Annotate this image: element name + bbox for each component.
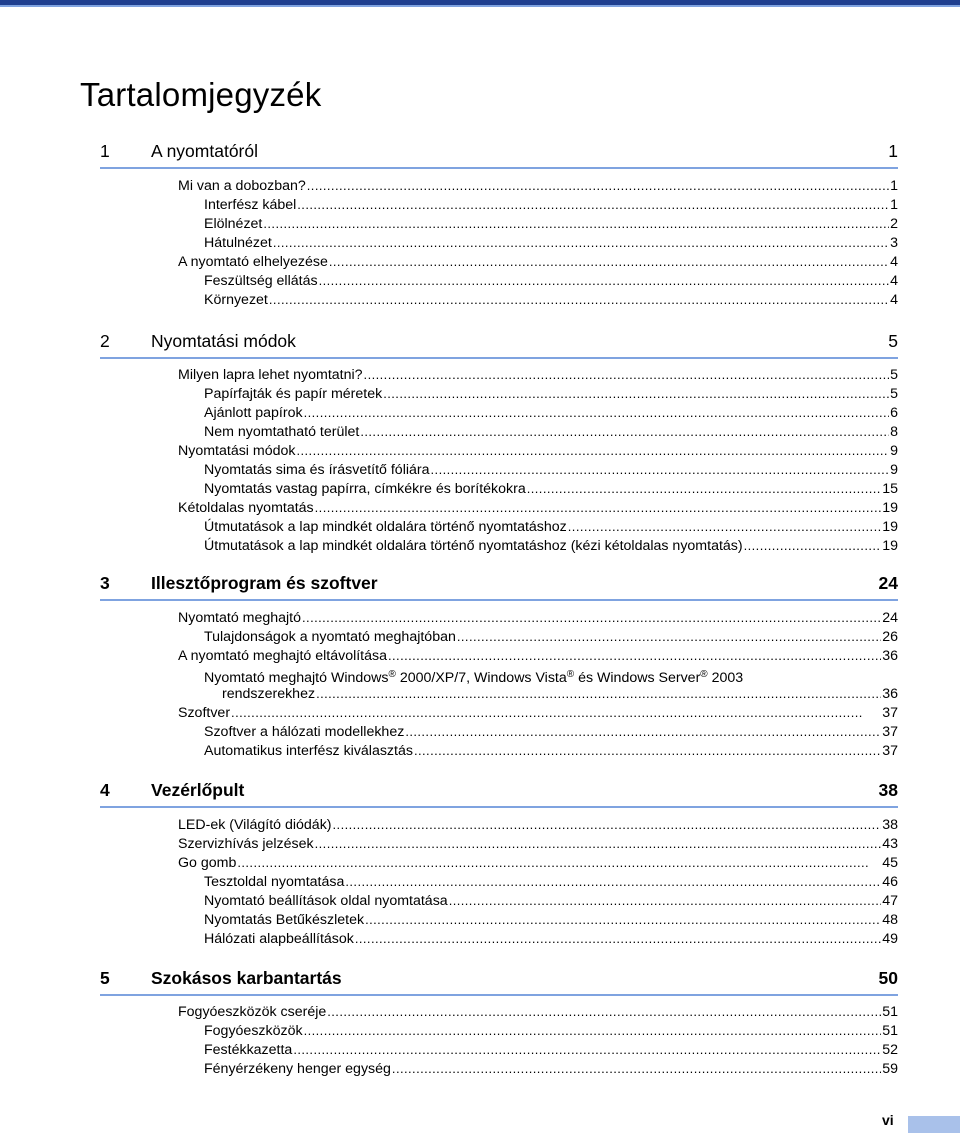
entry-page: 49	[882, 931, 898, 947]
dot-leader	[388, 646, 881, 666]
chapter-page: 1	[888, 141, 898, 161]
entry-page: 6	[890, 405, 898, 421]
toc-entry[interactable]	[204, 1040, 898, 1059]
dot-leader	[307, 176, 889, 196]
entry-page: 51	[882, 1004, 898, 1020]
chapter-title: A nyomtatóról	[151, 141, 258, 161]
entry-text: Hálózati alapbeállítások	[204, 931, 354, 947]
entry-page: 51	[882, 1023, 898, 1039]
entry-page: 59	[882, 1061, 898, 1077]
entry-text: Ajánlott papírok	[204, 405, 303, 421]
entry-page: 36	[882, 686, 898, 702]
entry-page: 26	[882, 629, 898, 645]
entry-text: Nyomtató meghajtó Windows	[204, 670, 389, 686]
entry-text: 2003	[707, 670, 744, 686]
chapter-number: 5	[100, 968, 110, 988]
page-title: Tartalomjegyzék	[80, 76, 322, 113]
dot-leader	[392, 1059, 881, 1079]
entry-page: 43	[882, 836, 898, 852]
entry-text: Nyomtatási módok	[178, 443, 296, 459]
dot-leader	[327, 1002, 881, 1022]
toc-entry[interactable]	[204, 460, 898, 479]
entry-page: 19	[882, 500, 898, 516]
entry-text: A nyomtató meghajtó eltávolítása	[178, 648, 387, 664]
entry-page: 9	[890, 443, 898, 459]
toc-entry[interactable]	[204, 422, 898, 441]
chapter-title: Illesztőprogram és szoftver	[151, 573, 378, 593]
dot-leader	[273, 233, 889, 253]
toc-entry[interactable]	[178, 1002, 898, 1021]
toc-entry[interactable]	[204, 479, 898, 498]
entry-page: 3	[890, 235, 898, 251]
entry-text: Automatikus interfész kiválasztás	[204, 743, 413, 759]
entry-text: Elölnézet	[204, 216, 263, 232]
entry-text: Tesztoldal nyomtatása	[204, 874, 345, 890]
toc-entry[interactable]	[178, 646, 898, 665]
entry-page: 24	[882, 610, 898, 626]
toc-entry[interactable]	[204, 233, 898, 252]
chapter-title: Vezérlőpult	[151, 780, 245, 800]
chapter-page: 38	[878, 780, 898, 800]
dot-leader	[304, 1021, 882, 1041]
entry-text: Feszültség ellátás	[204, 273, 318, 289]
dot-leader	[319, 271, 890, 291]
chapter-heading	[100, 573, 898, 601]
toc-entry[interactable]	[178, 498, 898, 517]
entry-text: 2000/XP/7, Windows Vista	[395, 670, 567, 686]
entry-page: 15	[882, 481, 898, 497]
entry-text: Fényérzékeny henger egység	[204, 1061, 391, 1077]
toc-entry[interactable]	[204, 536, 898, 555]
toc-entry[interactable]	[204, 290, 898, 309]
entry-page: 52	[882, 1042, 898, 1058]
chapter-title: Nyomtatási módok	[151, 331, 296, 351]
dot-leader	[297, 195, 889, 215]
dot-leader	[329, 252, 889, 272]
dot-leader	[315, 834, 882, 854]
entry-text: Szervizhívás jelzések	[178, 836, 314, 852]
chapter-number: 4	[100, 780, 110, 800]
entry-text: Interfész kábel	[204, 197, 297, 213]
entry-text: Festékkazetta	[204, 1042, 293, 1058]
registered-mark: ®	[700, 669, 708, 680]
chapter-rule	[100, 167, 898, 169]
entry-page: 36	[882, 648, 898, 664]
toc-entry[interactable]	[178, 608, 898, 627]
entry-text: Fogyóeszközök cseréje	[178, 1004, 327, 1020]
toc-entry[interactable]	[204, 891, 898, 910]
toc-entry[interactable]	[204, 1021, 898, 1040]
toc-entry[interactable]	[204, 929, 898, 948]
dot-leader	[237, 853, 881, 873]
entry-text: Nem nyomtatható terület	[204, 424, 360, 440]
dot-leader	[431, 460, 890, 480]
entry-page: 1	[890, 197, 898, 213]
entry-page: 37	[882, 743, 898, 759]
chapter-heading	[100, 141, 898, 169]
entry-text: Nyomtató beállítások oldal nyomtatása	[204, 893, 448, 909]
chapter-title: Szokásos karbantartás	[151, 968, 342, 988]
dot-leader	[304, 403, 890, 423]
entry-text: Kétoldalas nyomtatás	[178, 500, 314, 516]
entry-text: LED-ek (Világító diódák)	[178, 817, 332, 833]
entry-page: 8	[890, 424, 898, 440]
toc-entry[interactable]	[178, 815, 898, 834]
entry-page: 9	[890, 462, 898, 478]
entry-page: 37	[882, 705, 898, 721]
entry-page: 45	[882, 855, 898, 871]
toc-entry[interactable]	[204, 1059, 898, 1078]
entry-page: 19	[882, 538, 898, 554]
footer-page-number: vi	[882, 1112, 894, 1128]
toc-entry[interactable]	[222, 684, 898, 703]
entry-page: 4	[890, 273, 898, 289]
chapter-rule	[100, 994, 898, 996]
toc-entry[interactable]	[204, 627, 898, 646]
top-rule	[0, 0, 960, 5]
registered-mark: ®	[566, 669, 575, 680]
toc-entry[interactable]	[178, 252, 898, 271]
chapter-number: 3	[100, 573, 110, 593]
chapter-page: 24	[878, 573, 898, 593]
toc-entry-multiline[interactable]	[204, 665, 743, 684]
dot-leader	[527, 479, 882, 499]
entry-text: Szoftver a hálózati modellekhez	[204, 724, 405, 740]
entry-text: Papírfajták és papír méretek	[204, 386, 383, 402]
entry-page: 37	[882, 724, 898, 740]
entry-text: Nyomtatás Betűkészletek	[204, 912, 365, 928]
dot-leader	[333, 815, 882, 835]
dot-leader	[296, 441, 889, 461]
dot-leader	[383, 384, 889, 404]
entry-page: 48	[882, 912, 898, 928]
registered-mark: ®	[388, 669, 396, 680]
dot-leader	[405, 722, 881, 742]
entry-text: rendszerekhez	[222, 686, 316, 702]
chapter-rule	[100, 599, 898, 601]
dot-leader	[269, 290, 889, 310]
chapter-rule	[100, 357, 898, 359]
entry-page: 46	[882, 874, 898, 890]
toc-entry[interactable]	[204, 214, 898, 233]
toc-entry[interactable]	[178, 365, 898, 384]
entry-text: Útmutatások a lap mindkét oldalára történő nyomtatáshoz (kézi kétoldalas nyomtatás)	[204, 538, 743, 554]
chapter-heading	[100, 968, 898, 996]
chapter-rule	[100, 806, 898, 808]
dot-leader	[449, 891, 882, 911]
toc-entry[interactable]	[204, 195, 898, 214]
dot-leader	[315, 498, 882, 518]
entry-page: 38	[882, 817, 898, 833]
entry-page: 47	[882, 893, 898, 909]
entry-page: 5	[890, 367, 898, 383]
entry-text: Nyomtatás vastag papírra, címkékre és borítékokra	[204, 481, 526, 497]
dot-leader	[302, 608, 881, 628]
entry-text: Fogyóeszközök	[204, 1023, 303, 1039]
dot-leader	[345, 872, 881, 892]
dot-leader	[364, 365, 890, 385]
dot-leader	[316, 684, 881, 704]
chapter-heading	[100, 331, 898, 359]
entry-text: Útmutatások a lap mindkét oldalára történő nyomtatáshoz	[204, 519, 567, 535]
chapter-heading	[100, 780, 898, 808]
entry-text: és Windows Server	[574, 670, 701, 686]
toc-entry[interactable]	[204, 517, 898, 536]
toc-entry[interactable]	[204, 271, 898, 290]
entry-text: Go gomb	[178, 855, 237, 871]
toc-entry[interactable]	[204, 403, 898, 422]
dot-leader	[414, 741, 881, 761]
dot-leader	[457, 627, 881, 647]
chapter-number: 1	[100, 141, 110, 161]
entry-text: Milyen lapra lehet nyomtatni?	[178, 367, 363, 383]
toc-entry[interactable]	[204, 741, 898, 760]
dot-leader	[355, 929, 881, 949]
dot-leader	[568, 517, 881, 537]
toc-entry[interactable]	[204, 872, 898, 891]
entry-page: 19	[882, 519, 898, 535]
dot-leader	[360, 422, 889, 442]
toc-entry[interactable]	[178, 703, 898, 722]
entry-page: 4	[890, 292, 898, 308]
chapter-page: 5	[888, 331, 898, 351]
dot-leader	[744, 536, 882, 556]
entry-text: Szoftver	[178, 705, 231, 721]
entry-page: 2	[890, 216, 898, 232]
entry-text: Hátulnézet	[204, 235, 272, 251]
entry-text: Nyomtató meghajtó	[178, 610, 302, 626]
chapter-page: 50	[878, 968, 898, 988]
entry-page: 1	[890, 178, 898, 194]
entry-text: Környezet	[204, 292, 268, 308]
toc-entry[interactable]	[178, 853, 898, 872]
toc-entry[interactable]	[178, 834, 898, 853]
entry-text: Nyomtatás sima és írásvetítő fóliára	[204, 462, 430, 478]
dot-leader	[293, 1040, 881, 1060]
dot-leader	[231, 703, 881, 723]
toc-entry[interactable]	[204, 384, 898, 403]
dot-leader	[365, 910, 881, 930]
entry-text: Mi van a dobozban?	[178, 178, 306, 194]
toc-entry[interactable]	[178, 441, 898, 460]
entry-text: Tulajdonságok a nyomtató meghajtóban	[204, 629, 456, 645]
entry-page: 5	[890, 386, 898, 402]
footer-tab	[908, 1116, 960, 1133]
entry-text: A nyomtató elhelyezése	[178, 254, 328, 270]
toc-entry[interactable]	[204, 910, 898, 929]
chapter-number: 2	[100, 331, 110, 351]
entry-page: 4	[890, 254, 898, 270]
dot-leader	[263, 214, 889, 234]
toc-entry[interactable]	[178, 176, 898, 195]
toc-entry[interactable]	[204, 722, 898, 741]
